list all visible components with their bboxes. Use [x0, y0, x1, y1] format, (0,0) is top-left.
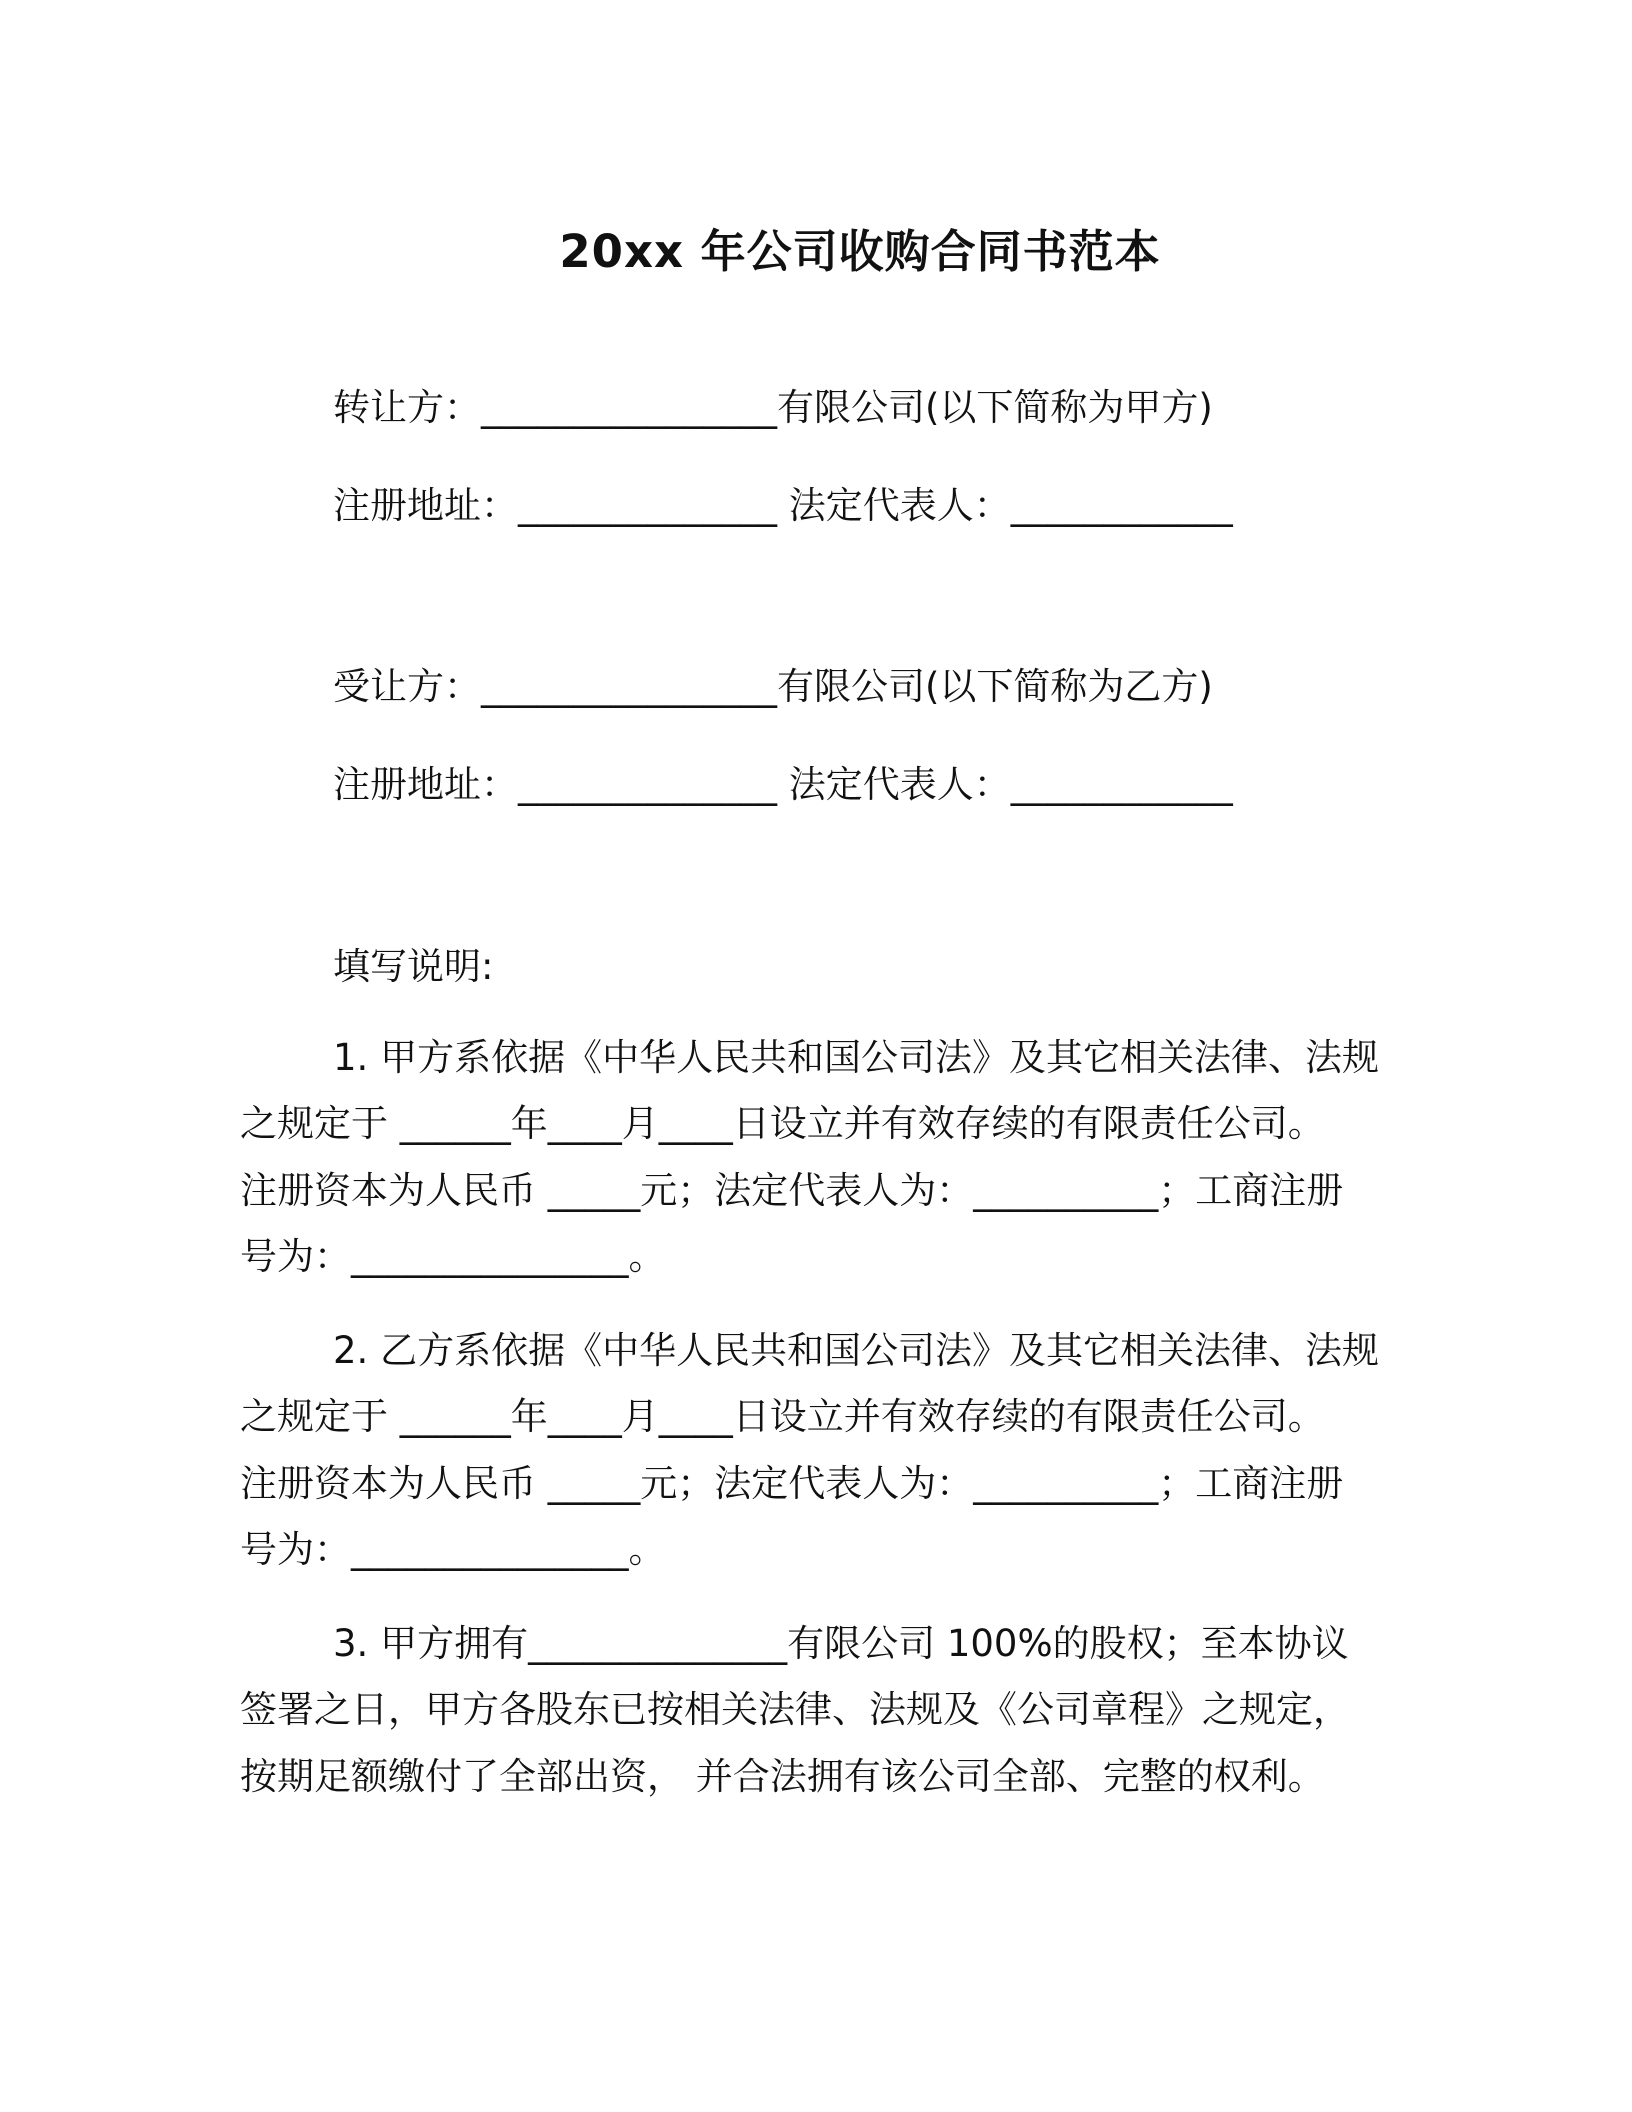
clause-2-line-3: 注册资本为人民币 _____元；法定代表人为：__________；工商注册 [240, 1462, 1344, 1505]
document-title: 20xx 年公司收购合同书范本 [559, 225, 1161, 278]
clause-2-line-2: 之规定于 ______年____月____日设立并有效存续的有限责任公司。 [240, 1395, 1325, 1438]
clause-1-line-2: 之规定于 ______年____月____日设立并有效存续的有限责任公司。 [240, 1102, 1325, 1145]
clause-1-line-4: 号为：_______________。 [240, 1235, 666, 1278]
clause-1-line-1: 1. 甲方系依据《中华人民共和国公司法》及其它相关法律、法规 [333, 1036, 1380, 1079]
transferee-line: 受让方：________________有限公司(以下简称为乙方) [333, 665, 1213, 708]
transferor-address-line: 注册地址：______________ 法定代表人：____________ [333, 484, 1233, 527]
transferee-address-line: 注册地址：______________ 法定代表人：____________ [333, 763, 1233, 806]
clause-3-line-1: 3. 甲方拥有______________有限公司 100%的股权；至本协议 [333, 1622, 1349, 1665]
clause-2-line-4: 号为：_______________。 [240, 1528, 666, 1571]
clause-3-line-2: 签署之日，甲方各股东已按相关法律、法规及《公司章程》之规定， [240, 1688, 1350, 1731]
transferor-line: 转让方：________________有限公司(以下简称为甲方) [333, 386, 1213, 429]
instructions-heading: 填写说明: [333, 945, 494, 988]
clause-2-line-1: 2. 乙方系依据《中华人民共和国公司法》及其它相关法律、法规 [333, 1329, 1380, 1372]
clause-3-line-3: 按期足额缴付了全部出资， 并合法拥有该公司全部、完整的权利。 [240, 1755, 1325, 1798]
clause-1-line-3: 注册资本为人民币 _____元；法定代表人为：__________；工商注册 [240, 1169, 1344, 1212]
